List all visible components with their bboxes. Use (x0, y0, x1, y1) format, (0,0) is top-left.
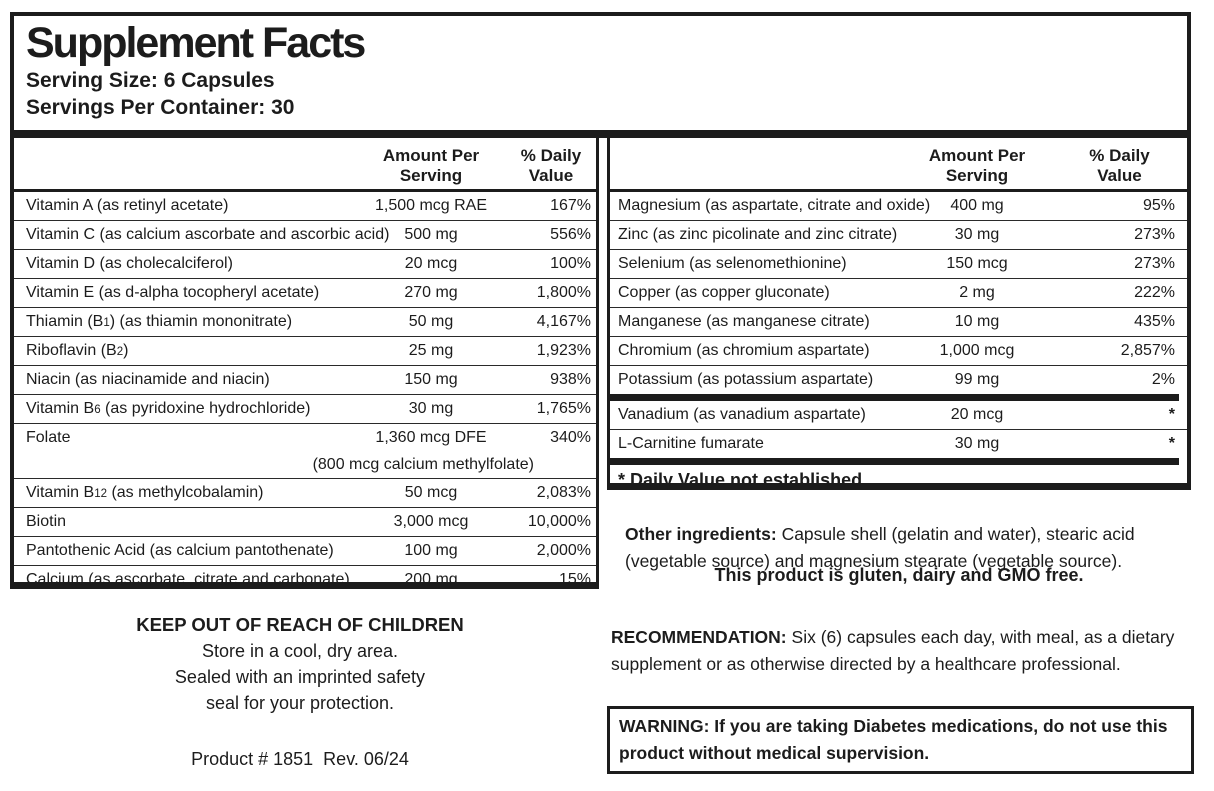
nutrient-dv: 2% (1151, 371, 1175, 388)
nutrient-name: Folate (26, 429, 71, 446)
table-row (610, 401, 1187, 430)
nutrient-name: Vitamin D (as cholecalciferol) (26, 255, 233, 272)
storage-line: Sealed with an imprinted safety (174, 667, 426, 687)
nutrient-dv: 556% (550, 226, 591, 243)
nutrients-table-left (10, 138, 599, 589)
nutrient-amount: 2 mg (959, 284, 995, 301)
table-row (610, 366, 1187, 394)
header-line: Amount Per (928, 146, 1026, 165)
table-row (14, 424, 596, 452)
table-row (14, 250, 596, 279)
table-row (14, 308, 596, 337)
nutrient-amount: 30 mg (954, 435, 1000, 452)
nutrient-amount: 30 mg (954, 226, 1000, 243)
table-row (14, 337, 596, 366)
table-row (14, 192, 596, 221)
table-header-row (14, 138, 596, 192)
nutrient-dv: 2,000% (536, 542, 591, 559)
nutrient-name: L-Carnitine fumarate (618, 435, 764, 452)
table-row (610, 430, 1187, 458)
header-divider-bar (10, 130, 1191, 138)
nutrient-name: Magnesium (as aspartate, citrate and oxide) (618, 197, 931, 214)
nutrient-amount: 10 mg (954, 313, 1000, 330)
nutrient-amount: 50 mg (408, 313, 454, 330)
nutrients-table-right (607, 138, 1191, 490)
storage-line: seal for your protection. (205, 693, 395, 713)
nutrient-name: Calcium (as ascorbate, citrate and carbonate) (26, 571, 350, 588)
header-line: Value (528, 166, 574, 185)
nutrient-name: Pantothenic Acid (as calcium pantothenate) (26, 542, 334, 559)
nutrient-name: Thiamin (B1) (as thiamin mononitrate) (26, 313, 293, 330)
table-row (14, 566, 596, 594)
nutrient-dv: 222% (1134, 284, 1175, 301)
header-line: Serving (945, 166, 1009, 185)
nutrient-amount: 20 mcg (404, 255, 458, 272)
header-line: % Daily (1089, 146, 1150, 165)
storage-instructions (10, 612, 590, 772)
daily-value-header (506, 146, 596, 186)
table-row (610, 221, 1187, 250)
table-row (14, 508, 596, 537)
table-row (14, 279, 596, 308)
nutrient-name: Riboflavin (B2) (26, 342, 129, 359)
header-line: Value (1097, 166, 1142, 185)
nutrient-amount: 99 mg (954, 371, 1000, 388)
section-divider-bar (610, 394, 1179, 401)
nutrient-amount: 400 mg (950, 197, 1004, 214)
table-row (610, 279, 1187, 308)
nutrient-amount: 1,360 mcg DFE (375, 429, 487, 446)
daily-value-footnote: * Daily Value not established (618, 470, 863, 490)
nutrient-name: Vitamin A (as retinyl acetate) (26, 197, 229, 214)
recommendation-label: RECOMMENDATION: (611, 626, 787, 647)
other-ingredients-label: Other ingredients: (625, 523, 777, 544)
nutrient-amount: 50 mcg (404, 484, 458, 501)
nutrient-dv: 100% (550, 255, 591, 272)
serving-size: Serving Size: 6 Capsules (26, 69, 275, 92)
header-line: % Daily (520, 146, 582, 165)
nutrient-dv-asterisk: * (1168, 406, 1175, 423)
nutrient-name: Zinc (as zinc picolinate and zinc citrate) (618, 226, 898, 243)
table-row (14, 537, 596, 566)
nutrient-amount: 25 mg (408, 342, 454, 359)
nutrient-name: Vitamin E (as d-alpha tocopheryl acetate) (26, 284, 320, 301)
product-number-revision: Product # 1851 Rev. 06/24 (191, 749, 409, 769)
nutrient-dv: 273% (1134, 226, 1175, 243)
nutrient-name: Vitamin B12 (as methylcobalamin) (26, 484, 264, 501)
warning-box (607, 706, 1194, 774)
nutrient-dv: 4,167% (536, 313, 591, 330)
nutrient-dv: 1,923% (536, 342, 591, 359)
nutrient-dv: 15% (558, 571, 591, 588)
table-row (14, 366, 596, 395)
nutrient-name: Vanadium (as vanadium aspartate) (618, 406, 866, 423)
nutrient-name: Biotin (26, 513, 67, 530)
nutrient-name: Chromium (as chromium aspartate) (618, 342, 870, 359)
nutrient-amount: 150 mcg (946, 255, 1008, 272)
recommendation (611, 624, 1179, 678)
nutrient-dv: 2,857% (1120, 342, 1175, 359)
nutrient-dv: 95% (1142, 197, 1175, 214)
nutrient-dv: 938% (550, 371, 591, 388)
nutrient-amount: 1,000 mcg (939, 342, 1015, 359)
nutrient-name: Niacin (as niacinamide and niacin) (26, 371, 270, 388)
table-row (610, 308, 1187, 337)
recommendation-text: Six (6) capsules each day, with meal, as a dietary supplement or as otherwise directed by a healthcare professional. (611, 626, 1175, 674)
nutrient-dv-asterisk: * (1168, 435, 1175, 452)
table-row (14, 395, 596, 424)
other-ingredients-text: Capsule shell (gelatin and water), stearic acid (vegetable source) and magnesium stearate (vegetable source). (625, 523, 1135, 571)
nutrient-dv: 273% (1134, 255, 1175, 272)
nutrient-name: Copper (as copper gluconate) (618, 284, 830, 301)
nutrient-dv: 2,083% (536, 484, 591, 501)
amount-per-serving-header (356, 146, 506, 186)
table-row (14, 221, 596, 250)
warning-label: WARNING: (619, 716, 710, 736)
nutrient-name: Selenium (as selenomethionine) (618, 255, 847, 272)
table-header-row (610, 138, 1187, 192)
gluten-dairy-gmo-free-claim: This product is gluten, dairy and GMO free. (714, 565, 1084, 585)
keep-out-of-reach-heading: KEEP OUT OF REACH OF CHILDREN (136, 614, 464, 635)
nutrient-amount: 1,500 mcg RAE (374, 197, 488, 214)
folate-source-note: (800 mcg calcium methylfolate) (14, 452, 596, 479)
table-row (14, 479, 596, 508)
nutrient-name: Vitamin B6 (as pyridoxine hydrochloride) (26, 400, 311, 417)
nutrient-amount: 500 mg (404, 226, 458, 243)
label-title: Supplement Facts (26, 19, 365, 67)
storage-line: Store in a cool, dry area. (201, 641, 399, 661)
section-divider-bar (610, 458, 1179, 465)
nutrient-amount: 3,000 mcg (393, 513, 469, 530)
header-line: Serving (399, 166, 463, 185)
nutrient-dv: 167% (550, 197, 591, 214)
warning-text: If you are taking Diabetes medications, do not use this product without medical supervision. (619, 716, 1168, 763)
nutrient-dv: 1,765% (536, 400, 591, 417)
header-line: Amount Per (382, 146, 480, 165)
nutrient-amount: 270 mg (404, 284, 458, 301)
servings-per-container: Servings Per Container: 30 (26, 96, 295, 119)
nutrient-name: Vitamin C (as calcium ascorbate and ascorbic acid) (26, 226, 390, 243)
nutrient-dv: 10,000% (527, 513, 591, 530)
nutrient-name: Potassium (as potassium aspartate) (618, 371, 874, 388)
daily-value-header (1052, 146, 1187, 186)
nutrient-amount: 100 mg (404, 542, 458, 559)
table-row (610, 192, 1187, 221)
nutrient-amount: 150 mg (404, 371, 458, 388)
nutrient-dv: 1,800% (536, 284, 591, 301)
nutrient-amount: 20 mcg (950, 406, 1004, 423)
nutrient-amount: 30 mg (408, 400, 454, 417)
table-row (610, 250, 1187, 279)
nutrient-amount: 200 mg (404, 571, 458, 588)
amount-per-serving-header (902, 146, 1052, 186)
nutrient-name: Manganese (as manganese citrate) (618, 313, 870, 330)
nutrient-dv: 340% (550, 429, 591, 446)
label-header (10, 12, 1191, 130)
nutrient-dv: 435% (1134, 313, 1175, 330)
table-row (610, 337, 1187, 366)
